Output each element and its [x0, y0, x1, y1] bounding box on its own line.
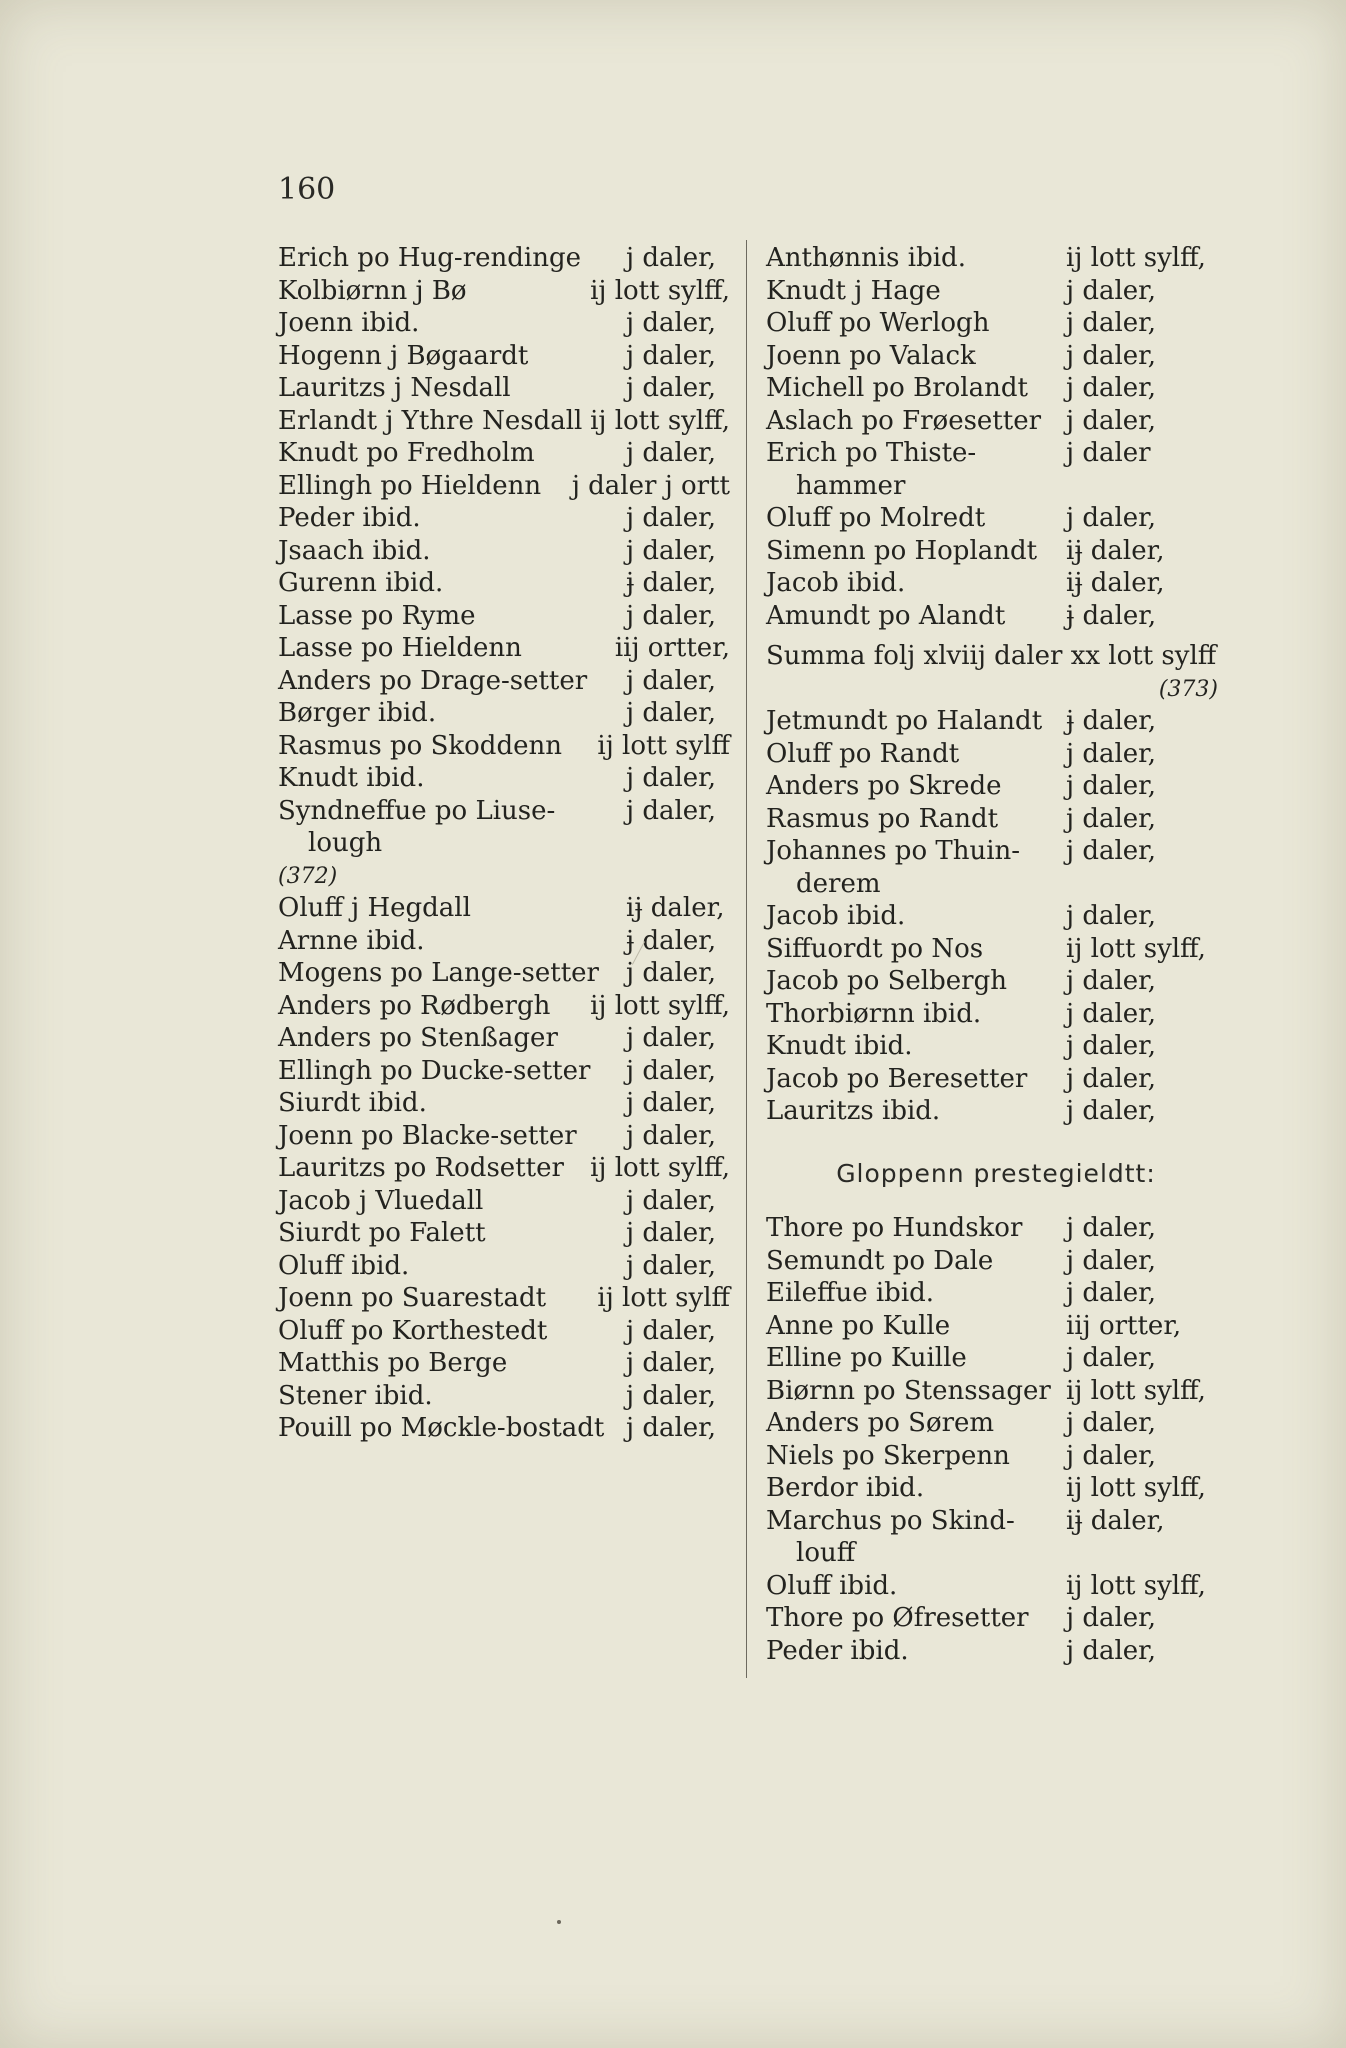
entry-name: Oluff po Randt [766, 738, 960, 769]
entry-name: Ellingh po Hieldenn [278, 470, 542, 501]
entry-name: Gurenn ibid. [278, 568, 444, 598]
entry-row [766, 1570, 1226, 1603]
entry-name: Aslach po Frøesetter [766, 405, 1042, 436]
entry-amount: j daler, [1066, 966, 1157, 996]
entry-row [766, 340, 1226, 373]
entry-row [278, 340, 730, 373]
entry-row [766, 567, 1226, 600]
entry-row [766, 835, 1226, 900]
entry-row [278, 535, 730, 568]
entry-row [766, 900, 1226, 933]
entry-amount: j daler, [626, 763, 717, 793]
entry-amount: j daler, [626, 1218, 717, 1248]
marginal-page-ref: (372) [278, 863, 338, 889]
entry-amount: j daler, [626, 665, 717, 696]
entry-row [278, 892, 730, 925]
entry-name: Thore po Hundskor [766, 1213, 1023, 1243]
entry-name: Amundt po Alandt [766, 600, 1006, 631]
entry-name: Kolbiørnn j Bø [278, 275, 467, 306]
entry-row [278, 957, 730, 990]
entry-name: Jacob po Selbergh [766, 966, 1007, 996]
entry-amount: iij ortter, [614, 633, 730, 663]
entry-row [278, 1282, 730, 1315]
entry-amount: iɉ daler, [1066, 568, 1165, 598]
section-heading: Gloppenn prestegieldtt: [836, 1158, 1156, 1188]
entry-row [766, 502, 1226, 535]
entry-amount: ɉ daler, [1066, 706, 1157, 736]
entry-name: Siffuordt po Nos [766, 933, 984, 964]
entry-amount: ij lott sylff, [590, 1153, 730, 1183]
entry-name: Knudt po Fredholm [278, 438, 535, 468]
entry-row [278, 567, 730, 600]
entry-name: Hogenn j Bøgaardt [278, 340, 529, 371]
entry-name: Lasse po Hieldenn [278, 633, 522, 663]
entry-row [766, 600, 1226, 633]
entry-name: Anders po Skrede [766, 771, 1002, 801]
entry-amount: j daler, [626, 308, 717, 338]
ink-dot [557, 1920, 561, 1924]
entry-name: Oluff ibid. [278, 1250, 410, 1281]
entry-amount: j daler, [1066, 1635, 1157, 1666]
entry-name: Johannes po Thuin-derem [766, 836, 1021, 899]
entry-amount: j daler, [1066, 1245, 1157, 1276]
entry-name: Knudt ibid. [766, 1031, 913, 1061]
entry-name: Oluff ibid. [766, 1570, 898, 1601]
entry-amount: j daler, [626, 698, 717, 728]
entry-row [278, 665, 730, 698]
entry-row [278, 600, 730, 633]
entry-row [278, 990, 730, 1023]
entry-name: Arnne ibid. [278, 925, 425, 956]
entry-name: Semundt po Dale [766, 1245, 994, 1276]
entry-row [766, 1212, 1226, 1245]
entry-amount: ɉ daler, [626, 568, 717, 598]
entry-name: Lauritzs j Nesdall [278, 373, 511, 403]
entry-amount: j daler, [1066, 373, 1157, 403]
entry-name: Peder ibid. [766, 1635, 909, 1666]
entry-name: Lauritzs ibid. [766, 1096, 941, 1126]
entry-amount: j daler, [1066, 803, 1157, 834]
entry-amount: j daler, [626, 1055, 717, 1086]
summa-line: Summa folj xlviij daler xx lott sylff [766, 641, 1217, 671]
entry-amount: j daler [1066, 438, 1151, 468]
entry-name: Berdor ibid. [766, 1473, 925, 1503]
right-column-top-list [766, 242, 1226, 632]
entry-row [278, 730, 730, 763]
entry-amount: j daler, [626, 503, 717, 533]
entry-amount: ij lott sylff, [1066, 933, 1206, 964]
right-column [766, 242, 1226, 1667]
entry-row [766, 1310, 1226, 1343]
entry-name: Anders po Stenßager [278, 1023, 558, 1053]
entry-row [278, 1250, 730, 1283]
entry-amount: j daler, [626, 1023, 717, 1053]
entry-amount: j daler, [626, 340, 717, 371]
entry-row [278, 762, 730, 795]
entry-row [766, 965, 1226, 998]
entry-row [278, 372, 730, 405]
entry-row [766, 1277, 1226, 1310]
entry-amount: j daler j ortt [571, 470, 730, 501]
entry-row [766, 307, 1226, 340]
entry-name: Oluff po Molredt [766, 503, 986, 533]
entry-name: Knudt ibid. [278, 763, 425, 793]
entry-row [278, 1152, 730, 1185]
entry-amount: j daler, [626, 600, 717, 631]
entry-name: Lasse po Ryme [278, 600, 476, 631]
entry-amount: j daler, [1066, 836, 1157, 866]
entry-name: Anthønnis ibid. [766, 243, 966, 273]
entry-amount: j daler, [626, 243, 717, 273]
entry-name: Jacob ibid. [766, 901, 906, 931]
entry-amount: ɉ daler, [626, 925, 717, 956]
entry-amount: ij lott sylff, [1066, 243, 1206, 273]
entry-name: Thore po Øfresetter [766, 1603, 1029, 1633]
entry-name: Peder ibid. [278, 503, 421, 533]
entry-amount: j daler, [1066, 738, 1157, 769]
entry-amount: j daler, [1066, 340, 1157, 371]
entry-row [766, 1095, 1226, 1128]
entry-amount: j daler, [1066, 1213, 1157, 1243]
entry-row [278, 1380, 730, 1413]
entry-row [766, 933, 1226, 966]
entry-row [278, 1055, 730, 1088]
entry-amount: j daler, [1066, 1096, 1157, 1126]
column-divider [746, 240, 747, 1678]
entry-row [278, 925, 730, 958]
entry-amount: j daler, [626, 1120, 717, 1151]
right-column-mid-list [766, 705, 1226, 1128]
entry-amount: ij lott sylff, [1066, 1473, 1206, 1503]
entry-row [766, 372, 1226, 405]
entry-amount: iɉ daler, [1066, 535, 1165, 566]
entry-row [278, 405, 730, 438]
entry-amount: ij lott sylff [597, 1283, 730, 1313]
entry-amount: j daler, [1066, 1063, 1157, 1094]
entry-name: Oluff po Korthestedt [278, 1315, 548, 1346]
entry-row [278, 1315, 730, 1348]
entry-row [766, 1505, 1226, 1570]
page-number: 160 [278, 172, 336, 207]
entry-amount: ɉ daler, [1066, 600, 1157, 631]
entry-amount: j daler, [1066, 1343, 1157, 1373]
entry-name: Anders po Rødbergh [278, 990, 551, 1021]
entry-name: Knudt j Hage [766, 275, 941, 306]
entry-amount: j daler, [1066, 308, 1157, 338]
entry-amount: j daler, [1066, 1031, 1157, 1061]
entry-row [766, 1472, 1226, 1505]
entry-row [766, 705, 1226, 738]
entry-amount: iij ortter, [1066, 1310, 1182, 1341]
entry-row [278, 1185, 730, 1218]
entry-amount: j daler, [1066, 275, 1157, 306]
entry-name: Oluff j Hegdall [278, 893, 471, 923]
entry-row [766, 803, 1226, 836]
entry-name: Elline po Kuille [766, 1343, 967, 1373]
entry-name: Joenn ibid. [278, 308, 420, 338]
entry-amount: ij lott sylff, [1066, 1570, 1206, 1601]
entry-row [278, 1120, 730, 1153]
entry-amount: j daler, [626, 1348, 717, 1378]
entry-row [766, 770, 1226, 803]
entry-name: Jetmundt po Halandt [766, 706, 1043, 736]
entry-row [766, 1407, 1226, 1440]
entry-name: Niels po Skerpenn [766, 1440, 1010, 1471]
entry-row [278, 632, 730, 665]
entry-name: Michell po Brolandt [766, 373, 1028, 403]
entry-row [766, 275, 1226, 308]
entry-name: Rasmus po Randt [766, 803, 999, 834]
entry-row [766, 1602, 1226, 1635]
entry-amount: j daler, [1066, 901, 1157, 931]
entry-row [766, 1375, 1226, 1408]
entry-name: Erich po Hug-rendinge [278, 243, 581, 273]
entry-name: Biørnn po Stenssager [766, 1375, 1051, 1406]
entry-row [766, 1440, 1226, 1473]
entry-row [278, 1022, 730, 1055]
entry-name: Oluff po Werlogh [766, 308, 990, 338]
entry-row [766, 535, 1226, 568]
entry-amount: j daler, [1066, 405, 1157, 436]
entry-row [766, 738, 1226, 771]
entry-row [766, 242, 1226, 275]
left-column [278, 242, 730, 1445]
entry-amount: j daler, [626, 373, 717, 403]
entry-amount: ij lott sylff, [1066, 1375, 1206, 1406]
entry-amount: j daler, [626, 958, 717, 988]
marginal-page-ref: (373) [1158, 676, 1218, 702]
entry-name: Rasmus po Skoddenn [278, 730, 562, 761]
entry-name: Thorbiørnn ibid. [766, 998, 982, 1029]
entry-row [278, 437, 730, 470]
entry-name: Siurdt po Falett [278, 1218, 486, 1248]
entry-amount: j daler, [626, 1380, 717, 1411]
entry-amount: ij lott sylff [597, 730, 730, 761]
entry-amount: ij lott sylff, [590, 275, 730, 306]
right-column-bottom-list [766, 1212, 1226, 1667]
entry-amount: j daler, [626, 535, 717, 566]
entry-name: Jsaach ibid. [278, 535, 431, 566]
entry-row [766, 1063, 1226, 1096]
entry-amount: j daler, [626, 1413, 717, 1443]
entry-amount: j daler, [1066, 1440, 1157, 1471]
entry-name: Erlandt j Ythre Nesdall [278, 405, 583, 436]
entry-row [278, 1087, 730, 1120]
entry-amount: j daler, [626, 438, 717, 468]
entry-name: Lauritzs po Rodsetter [278, 1153, 564, 1183]
entry-row [278, 242, 730, 275]
entry-name: Jacob po Beresetter [766, 1063, 1028, 1094]
entry-row [766, 405, 1226, 438]
entry-name: Jacob ibid. [766, 568, 906, 598]
entry-amount: j daler, [1066, 503, 1157, 533]
entry-row [278, 470, 730, 503]
entry-row [766, 998, 1226, 1031]
entry-name: Joenn po Blacke-setter [278, 1120, 577, 1151]
entry-amount: j daler, [1066, 998, 1157, 1029]
entry-name: Anders po Sørem [766, 1408, 995, 1438]
entry-amount: j daler, [626, 795, 717, 826]
entry-name: Joenn po Suarestadt [278, 1283, 547, 1313]
entry-row [766, 1030, 1226, 1063]
entry-row [278, 1217, 730, 1250]
entry-amount: j daler, [626, 1088, 717, 1118]
entry-row [278, 1347, 730, 1380]
entry-row [278, 697, 730, 730]
entry-name: Jacob j Vluedall [278, 1185, 484, 1216]
entry-row [278, 1412, 730, 1445]
entry-name: Matthis po Berge [278, 1348, 508, 1378]
entry-amount: ij lott sylff, [590, 990, 730, 1021]
entry-name: Joenn po Valack [766, 340, 976, 371]
entry-amount: j daler, [1066, 771, 1157, 801]
entry-row [766, 1342, 1226, 1375]
entry-amount: iɉ daler, [1066, 1505, 1165, 1536]
entry-amount: j daler, [1066, 1278, 1157, 1308]
entry-name: Syndneffue po Liuse-lough [278, 795, 556, 858]
entry-amount: j daler, [1066, 1408, 1157, 1438]
entry-row [278, 795, 730, 860]
entry-name: Ellingh po Ducke-setter [278, 1055, 591, 1086]
entry-row [766, 437, 1226, 502]
entry-name: Mogens po Lange-setter [278, 958, 599, 988]
entry-amount: j daler, [626, 1185, 717, 1216]
entry-row [766, 1635, 1226, 1668]
entry-amount: ij lott sylff, [590, 405, 730, 436]
entry-amount: j daler, [626, 1315, 717, 1346]
entry-row [766, 1245, 1226, 1278]
entry-name: Eileffue ibid. [766, 1278, 935, 1308]
entry-name: Pouill po Møckle-bostadt [278, 1413, 605, 1443]
entry-row [278, 307, 730, 340]
entry-name: Stener ibid. [278, 1380, 433, 1411]
entry-name: Anne po Kulle [766, 1310, 951, 1341]
entry-amount: iɉ daler, [626, 893, 725, 923]
entry-name: Erich po Thiste-hammer [766, 438, 977, 501]
entry-name: Siurdt ibid. [278, 1088, 427, 1118]
entry-amount: j daler, [626, 1250, 717, 1281]
entry-amount: j daler, [1066, 1603, 1157, 1633]
entry-name: Simenn po Hoplandt [766, 535, 1038, 566]
entry-name: Marchus po Skind-louff [766, 1505, 1015, 1568]
entry-name: Anders po Drage-setter [278, 665, 588, 696]
entry-row [278, 502, 730, 535]
entry-name: Børger ibid. [278, 698, 437, 728]
entry-row [278, 275, 730, 308]
